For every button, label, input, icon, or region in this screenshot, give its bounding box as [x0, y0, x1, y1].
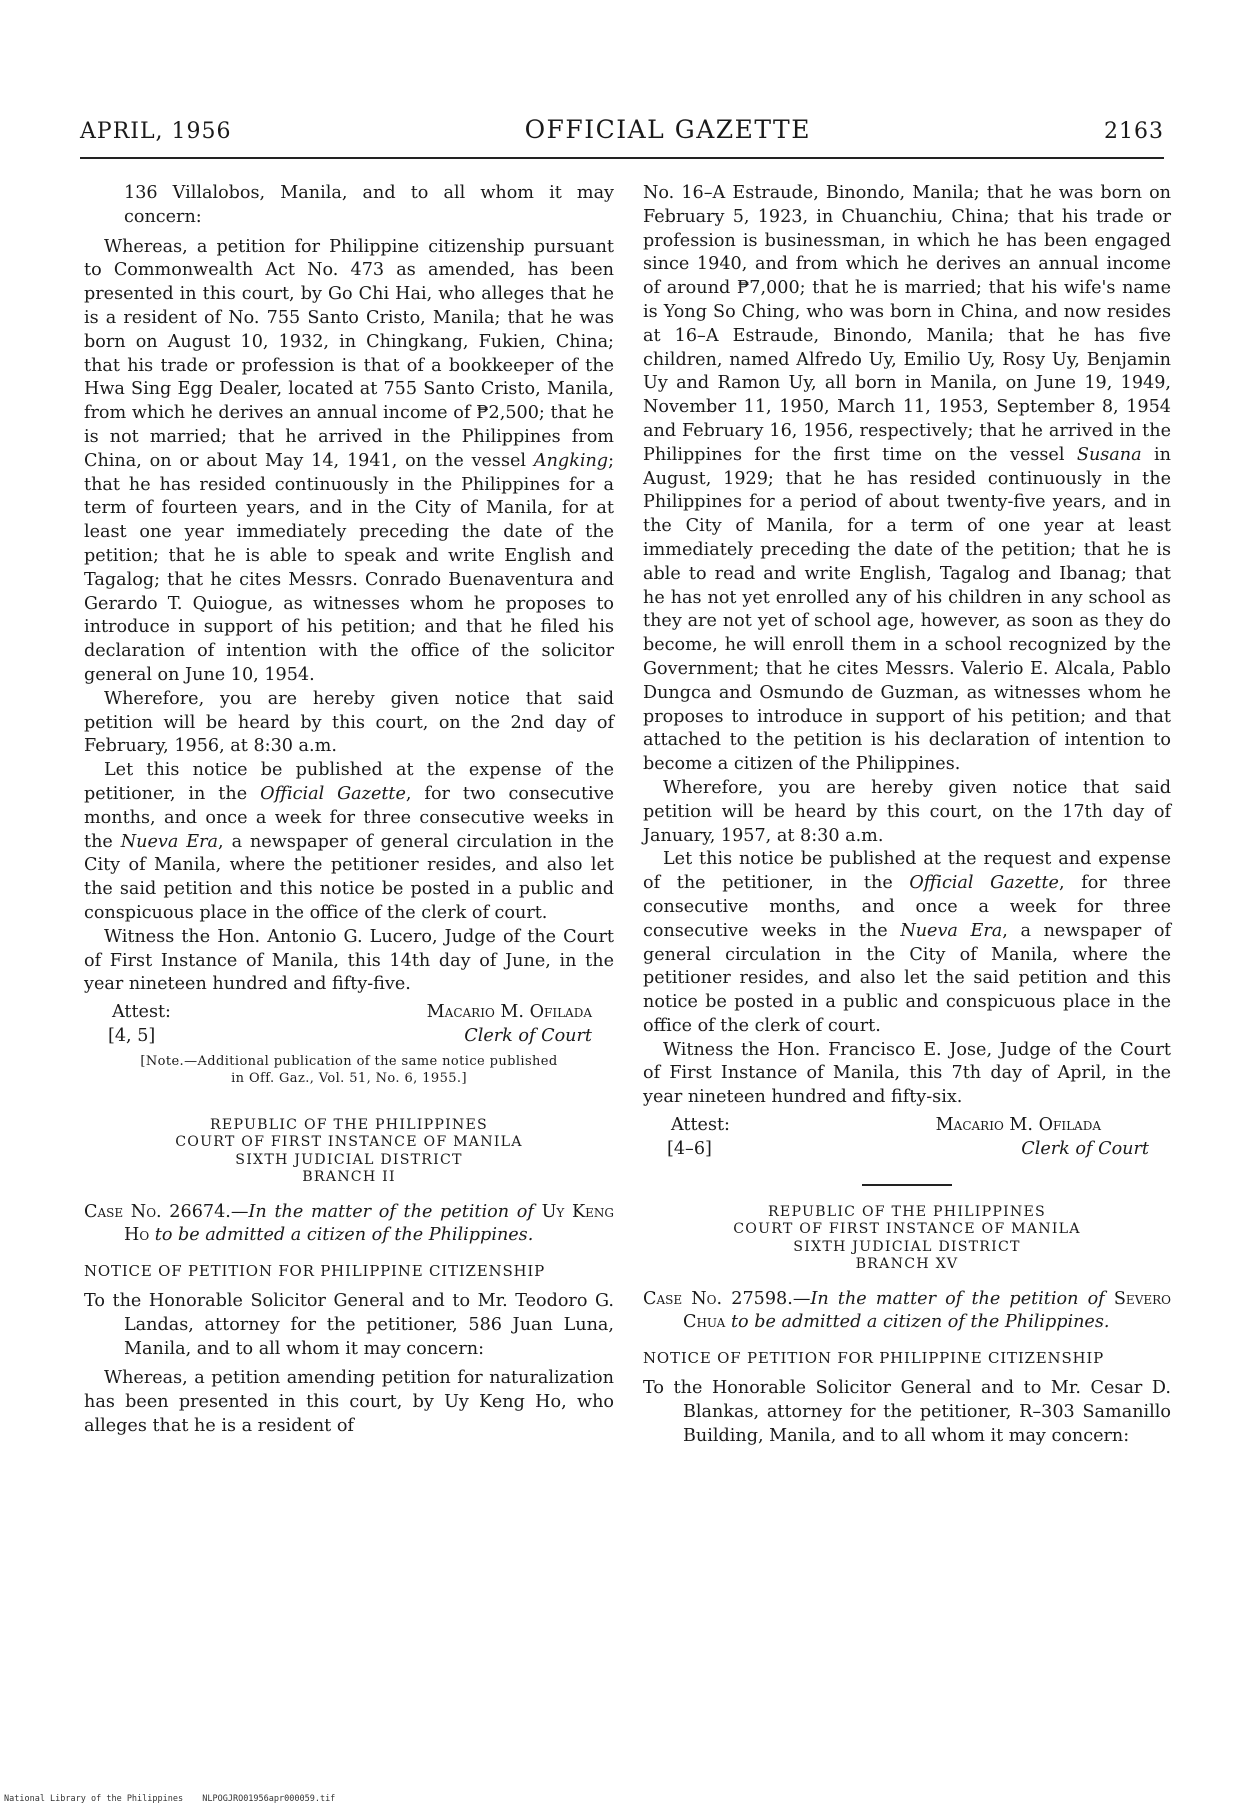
clerk-name: Macario M. Ofilada [426, 1002, 592, 1023]
case-title: Case No. 27598.—In the matter of the petition of Severo Chua to be admitted a citizen of the Philippines. [643, 1288, 1171, 1333]
address-paragraph: To the Honorable Solicitor General and to Mr. Cesar D. Blankas, attorney for the petitioner, R–303 Samanillo Building, Manila, and to all whom it may concern: [643, 1378, 1171, 1446]
publish-paragraph: Let this notice be published at the request and expense of the petitioner, in the Official Gazette, for three consecutive months, and once a week for three consecutive weeks in the Nueva Era, a newspaper of general circulation in the City of Manila, where the petitioner resides, and also let the said petition and this notice be posted in a public and conspicuous place in the office of the clerk of court. [643, 849, 1172, 1036]
witness-paragraph: Witness the Hon. Antonio G. Lucero, Judge of the Court of First Instance of Manila, this 14th day of June, in the year nineteen hundred and fifty-five. [84, 926, 614, 995]
publication-ref: [4–6] [667, 1138, 712, 1159]
clerk-title: Clerk of Court [1021, 1138, 1149, 1159]
continued-paragraph: No. 16–A Estraude, Binondo, Manila; that he was born on February 5, 1923, in Chuanchiu, China; that his trade or profession is businessman, in which he has been engaged since 1940, and from which he derives an annual income of around ₱7,000; that he is married; that his wife's name is Yong So Ching, who was born in China, and now resides at 16–A Estraude, Binondo, Manila; that he has five children, named Alfredo Uy, Emilio Uy, Rosy Uy, Benjamin Uy and Ramon Uy, all born in Manila, on June 19, 1949, November 11, 1950, March 11, 1953, September 8, 1954 and February 16, 1956, respectively; that he arrived in the Philippines for the first time on the vessel Susana in August, 1929; that he has resided continuously in the Philippines for a period of about twenty-five years, and in the City of Manila, for a term of one year at least immediately preceding the date of the petition; that he is able to read and write English, Tagalog and Ibanag; that he has not yet enrolled any of his children in any school as they are not yet of school age, however, as soon as they do become, he will enroll them in a school recognized by the Government; that he cites Messrs. Valerio E. Alcala, Pablo Dungca and Osmundo de Guzman, as witnesses whom he proposes to introduce in support of his petition; and that attached to the petition is his declaration of intention to become a citizen of the Philippines. [643, 183, 1172, 775]
clerk-name: Macario M. Ofilada [935, 1115, 1101, 1136]
court-heading: REPUBLIC OF THE PHILIPPINES COURT OF FIRST INSTANCE OF MANILA SIXTH JUDICIAL DISTRICT BRANCH II [175, 1116, 523, 1186]
issue-date: APRIL, 1956 [80, 119, 232, 144]
attest-block [84, 1001, 614, 1025]
vessel-name: Susana [1076, 444, 1142, 465]
left-column [84, 182, 614, 1439]
case-title: Case No. 26674.—In the matter of the petition of Uy Keng Ho to be admitted a citizen of the Philippines. [84, 1201, 614, 1246]
court-heading: REPUBLIC OF THE PHILIPPINES COURT OF FIRST INSTANCE OF MANILA SIXTH JUDICIAL DISTRICT BRANCH XV [733, 1203, 1081, 1273]
header-rule [80, 157, 1164, 159]
clerk-title: Clerk of Court [464, 1025, 592, 1046]
whereas-paragraph-2: Whereas, a petition amending petition for naturalization has been presented in this court, by Uy Keng Ho, who alleges that he is a resident of [84, 1368, 614, 1437]
attest-label: Attest: [671, 1115, 730, 1136]
whereas-paragraph: Whereas, a petition for Philippine citizenship pursuant to Commonwealth Act No. 473 as amended, has been presented in this court, by Go Chi Hai, who alleges that he is a resident of No. 755 Santo Cristo, Manila; that he was born on August 10, 1932, in Chingkang, Fukien, China; that his trade or profession is that of a bookkeeper of the Hwa Sing Egg Dealer, located at 755 Santo Cristo, Manila, from which he derives an annual income of ₱2,500; that he is not married; that he arrived in the Philippines from China, on or about May 14, 1941, on the vessel Angking; that he has resided continuously in the Philippines for a term of fourteen years, and in the City of Manila, for at least one year immediately preceding the date of the petition; that he is able to speak and write English and Tagalog; that he cites Messrs. Conrado Buenaventura and Gerardo T. Quiogue, as witnesses whom he proposes to introduce in support of his petition; and that he filed his declaration of intention with the office of the solicitor general on June 10, 1954. [84, 236, 615, 685]
right-column [643, 182, 1171, 1448]
section-divider [862, 1184, 952, 1186]
library-credit: National Library of the Philippines [4, 1794, 184, 1804]
notice-heading: NOTICE OF PETITION FOR PHILIPPINE CITIZENSHIP [643, 1349, 1105, 1368]
attest-label: Attest: [112, 1002, 171, 1023]
intro-address: 136 Villalobos, Manila, and to all whom it may concern: [124, 183, 614, 227]
attest-block [643, 1114, 1171, 1138]
signature-block [84, 1025, 614, 1049]
page-number: 2163 [1103, 119, 1164, 144]
editor-note: [Note.—Additional publication of the same notice published in Off. Gaz., Vol. 51, No. 6, 1955.] [140, 1053, 558, 1086]
notice-heading: NOTICE OF PETITION FOR PHILIPPINE CITIZENSHIP [84, 1262, 546, 1281]
page-header [80, 115, 1164, 144]
publication-title: OFFICIAL GAZETTE [524, 115, 811, 144]
signature-block [643, 1138, 1171, 1162]
publish-paragraph: Let this notice be published at the expense of the petitioner, in the Official Gazette, for two consecutive months, and once a week for three consecutive weeks in the Nueva Era, a newspaper of general circulation in the City of Manila, where the petitioner resides, and also let the said petition and this notice be posted in a public and conspicuous place in the office of the clerk of court. [84, 760, 615, 923]
scan-filename: NLPOGJRO01956apr000059.tif [202, 1794, 336, 1804]
address-paragraph: To the Honorable Solicitor General and to Mr. Teodoro G. Landas, attorney for the petitioner, 586 Juan Luna, Manila, and to all whom it may concern: [84, 1291, 614, 1359]
wherefore-paragraph: Wherefore, you are hereby given notice that said petition will be heard by this court, on the 2nd day of February, 1956, at 8:30 a.m. [84, 688, 614, 757]
witness-paragraph: Witness the Hon. Francisco E. Jose, Judge of the Court of First Instance of Manila, this 7th day of April, in the year nineteen hundred and fifty-six. [643, 1039, 1171, 1108]
vessel-name: Angking [533, 450, 609, 471]
scan-footer [4, 1794, 349, 1804]
publication-ref: [4, 5] [108, 1025, 156, 1046]
wherefore-paragraph: Wherefore, you are hereby given notice that said petition will be heard by this court, on the 17th day of January, 1957, at 8:30 a.m. [643, 777, 1171, 846]
